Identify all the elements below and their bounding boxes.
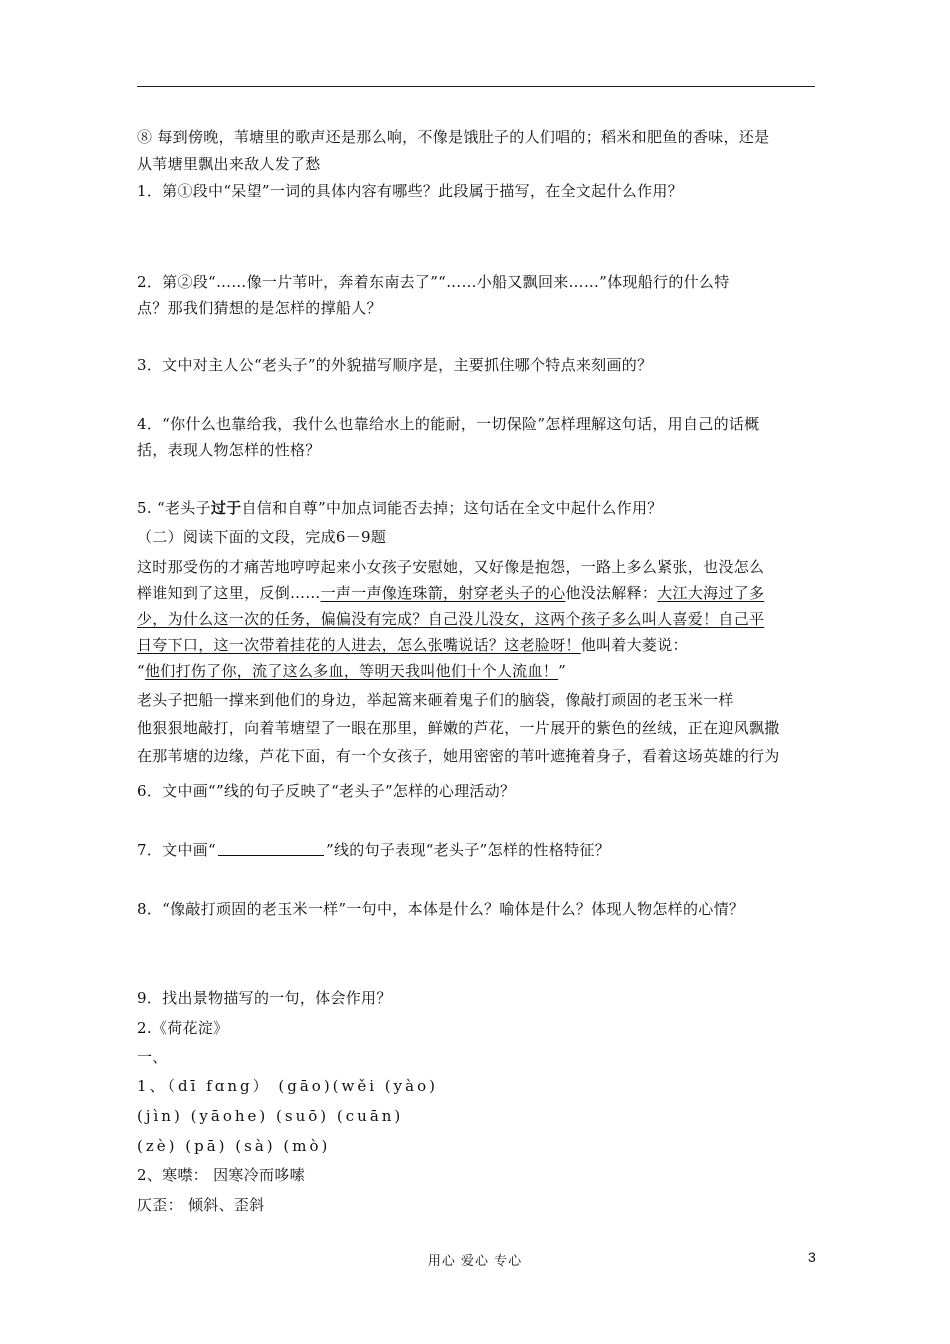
question-4-line-1: 4．“你什么也靠给我，我什么也靠给水上的能耐，一切保险”怎样理解这句话，用自己的话概	[137, 415, 760, 433]
question-1: 1．第①段中“呆望”一词的具体内容有哪些？此段属于描写，在全文起什么作用？	[137, 182, 683, 200]
pinyin-line-1: 1、（dī fɑng） (gāo)(wěi (yào)	[137, 1077, 438, 1095]
header-rule	[137, 86, 815, 87]
page-footer: 用心 爱心 专心	[427, 1254, 523, 1269]
passage-line-2-a: 榉谁知到了这里，反倒……	[137, 584, 321, 602]
passage-line-8: 在那苇塘的边缘，芦花下面，有一个女孩子，她用密密的苇叶遮掩着身子，看着这场英雄的行为	[137, 747, 780, 765]
question-2-line-1: 2．第②段“……像一片苇叶，奔着东南去了”“……小船又飘回来……”体现船行的什么特	[137, 273, 730, 291]
paragraph-8-line-2: 从苇塘里飘出来敌人发了愁	[137, 155, 321, 173]
answer-heading: 2.《荷花淀》	[137, 1019, 229, 1037]
passage-underline-3: 少，为什么这一次的任务，偏偏没有完成？自己没儿没女，这两个孩子多么叫人喜爱！自己平	[137, 610, 765, 628]
question-2-line-2: 点？那我们猜想的是怎样的撑船人？	[137, 299, 382, 317]
passage-line-5	[137, 661, 566, 681]
question-9: 9．找出景物描写的一句，体会作用？	[137, 989, 392, 1007]
page-number: 3	[808, 1249, 816, 1265]
question-5	[137, 498, 663, 518]
question-7-text-a: 7．文中画“	[137, 841, 217, 859]
section-2-heading: （二）阅读下面的文段，完成6－9题	[137, 528, 387, 546]
answer-part-1: 一、	[137, 1048, 168, 1066]
question-5-emphasis: 过于	[210, 499, 242, 517]
underline-blank	[218, 841, 324, 856]
question-5-text-a: 5. “老头子	[137, 499, 211, 517]
passage-underline-1: 一声一声像连珠箭，射穿老头子的心	[320, 584, 566, 602]
passage-line-6: 老头子把船一撑来到他们的身边，举起篙来砸着鬼子们的脑袋，像敲打顽固的老玉米一样	[137, 691, 734, 709]
question-7	[137, 840, 610, 860]
passage-underline-5: 他们打伤了你，流了这么多血，等明天我叫他们十个人流血！	[144, 662, 559, 680]
question-4-line-2: 括，表现人物怎样的性格？	[137, 441, 321, 459]
passage-quote-close: ”	[558, 662, 567, 680]
question-6: 6．文中画“”线的句子反映了“老头子”怎样的心理活动？	[137, 782, 516, 800]
passage-line-2	[137, 583, 764, 603]
definition-2: 仄歪： 倾斜、歪斜	[137, 1196, 265, 1214]
question-7-text-b: ”线的句子表现“老头子”怎样的性格特征？	[326, 841, 611, 859]
passage-line-4-b: 他叫着大菱说：	[580, 636, 688, 654]
passage-line-1: 这时那受伤的才痛苦地哼哼起来小女孩子安慰她，又好像是抱怨，一路上多么紧张，也没怎么	[137, 558, 765, 576]
passage-line-3	[137, 609, 764, 629]
passage-line-7: 他狠狠地敲打，向着苇塘望了一眼在那里，鲜嫩的芦花，一片展开的紫色的丝绒，正在迎风飘撒	[137, 719, 780, 737]
passage-line-4	[137, 635, 688, 655]
question-8: 8．“像敲打顽固的老玉米一样”一句中，本体是什么？喻体是什么？体现人物怎样的心情？	[137, 900, 745, 918]
question-5-text-b: 自信和自尊”中加点词能否去掉；这句话在全文中起什么作用？	[241, 499, 663, 517]
passage-underline-4: 日夸下口，这一次带着挂花的人进去，怎么张嘴说话？这老脸呀！	[137, 636, 581, 654]
passage-quote-open: “	[137, 662, 145, 680]
pinyin-line-2: (jìn) (yāohe) (suō) (cuān)	[137, 1107, 404, 1125]
passage-underline-2: 大江大海过了多	[657, 584, 765, 602]
question-3: 3．文中对主人公“老头子”的外貌描写顺序是，主要抓住哪个特点来刻画的？	[137, 356, 653, 374]
passage-line-2-b: 他没法解释：	[565, 584, 658, 602]
pinyin-line-3: (zè) (pā) (sà) (mò)	[137, 1137, 331, 1155]
paragraph-8-line-1: ⑧ 每到傍晚，苇塘里的歌声还是那么响，不像是饿肚子的人们唱的；稻米和肥鱼的香味，还是	[137, 128, 770, 146]
definition-1: 2、寒噤： 因寒冷而哆嗦	[137, 1166, 305, 1184]
